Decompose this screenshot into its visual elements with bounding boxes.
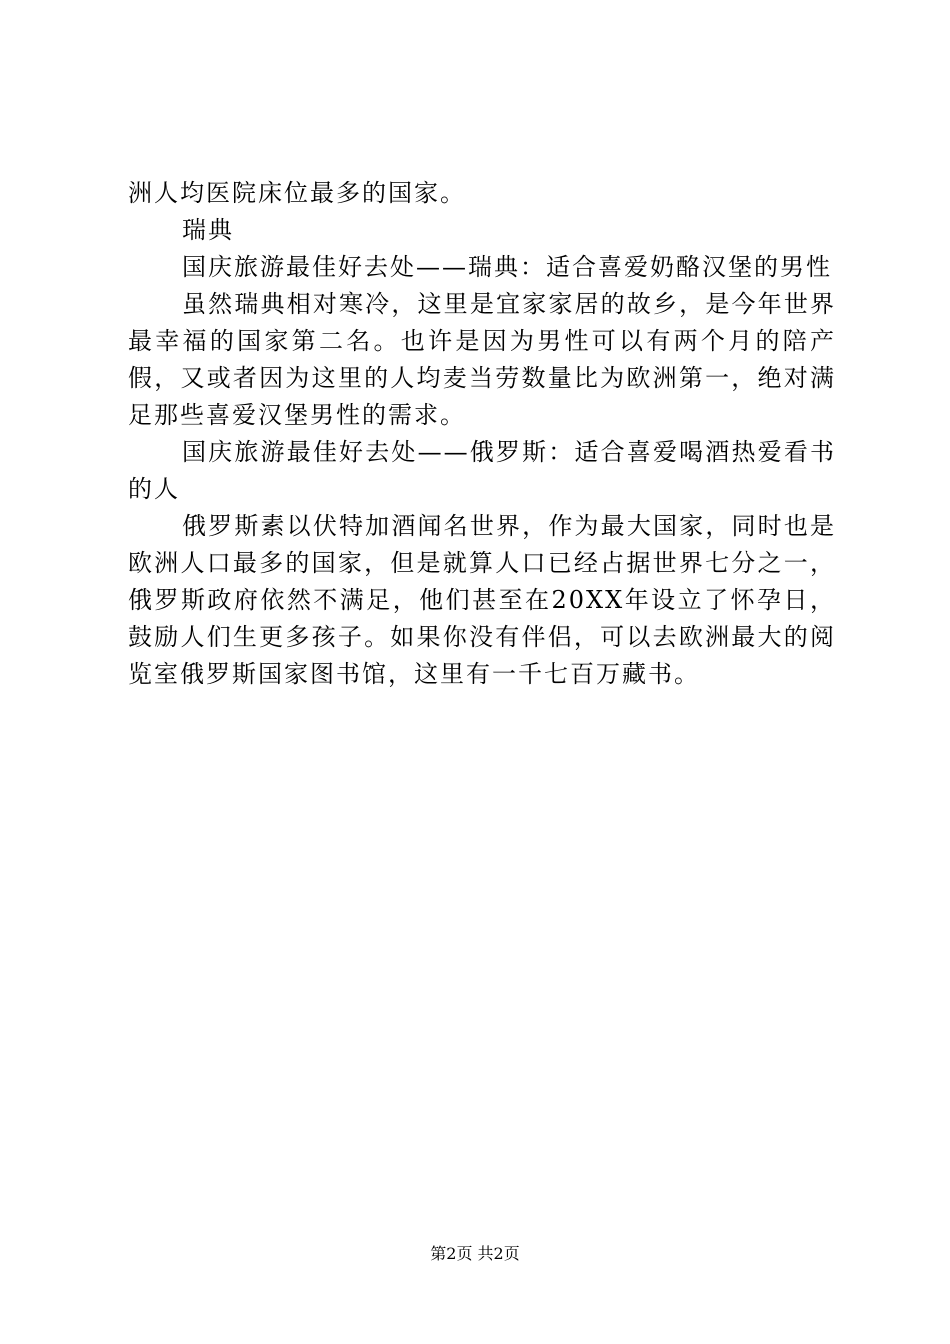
paragraph-title-sweden: 国庆旅游最佳好去处——瑞典：适合喜爱奶酪汉堡的男性 [182,253,832,281]
paragraph-body-sweden: 虽然瑞典相对寒冷，这里是宜家家居的故乡，是今年世界最幸福的国家第二名。也许是因为男性可以有两个月的陪产假，又或者因为这里的人均麦当劳数量比为欧洲第一，绝对满足那些喜爱汉堡男性的需求。 [128,290,836,429]
document-body [128,175,836,693]
paragraph-body-russia: 俄罗斯素以伏特加酒闻名世界，作为最大国家，同时也是欧洲人口最多的国家，但是就算人口已经占据世界七分之一，俄罗斯政府依然不满足，他们甚至在20XX年设立了怀孕日，鼓励人们生更多孩子。如果你没有伴侣，可以去欧洲最大的阅览室俄罗斯国家图书馆，这里有一千七百万藏书。 [128,512,836,688]
page-number-label: 第2页 共2页 [430,1244,520,1263]
paragraph-title-russia: 国庆旅游最佳好去处——俄罗斯：适合喜爱喝酒热爱看书的人 [128,438,836,503]
paragraph-continuation: 洲人均医院床位最多的国家。 [128,179,466,207]
page-footer [0,1244,950,1264]
paragraph-heading-sweden: 瑞典 [182,216,234,244]
